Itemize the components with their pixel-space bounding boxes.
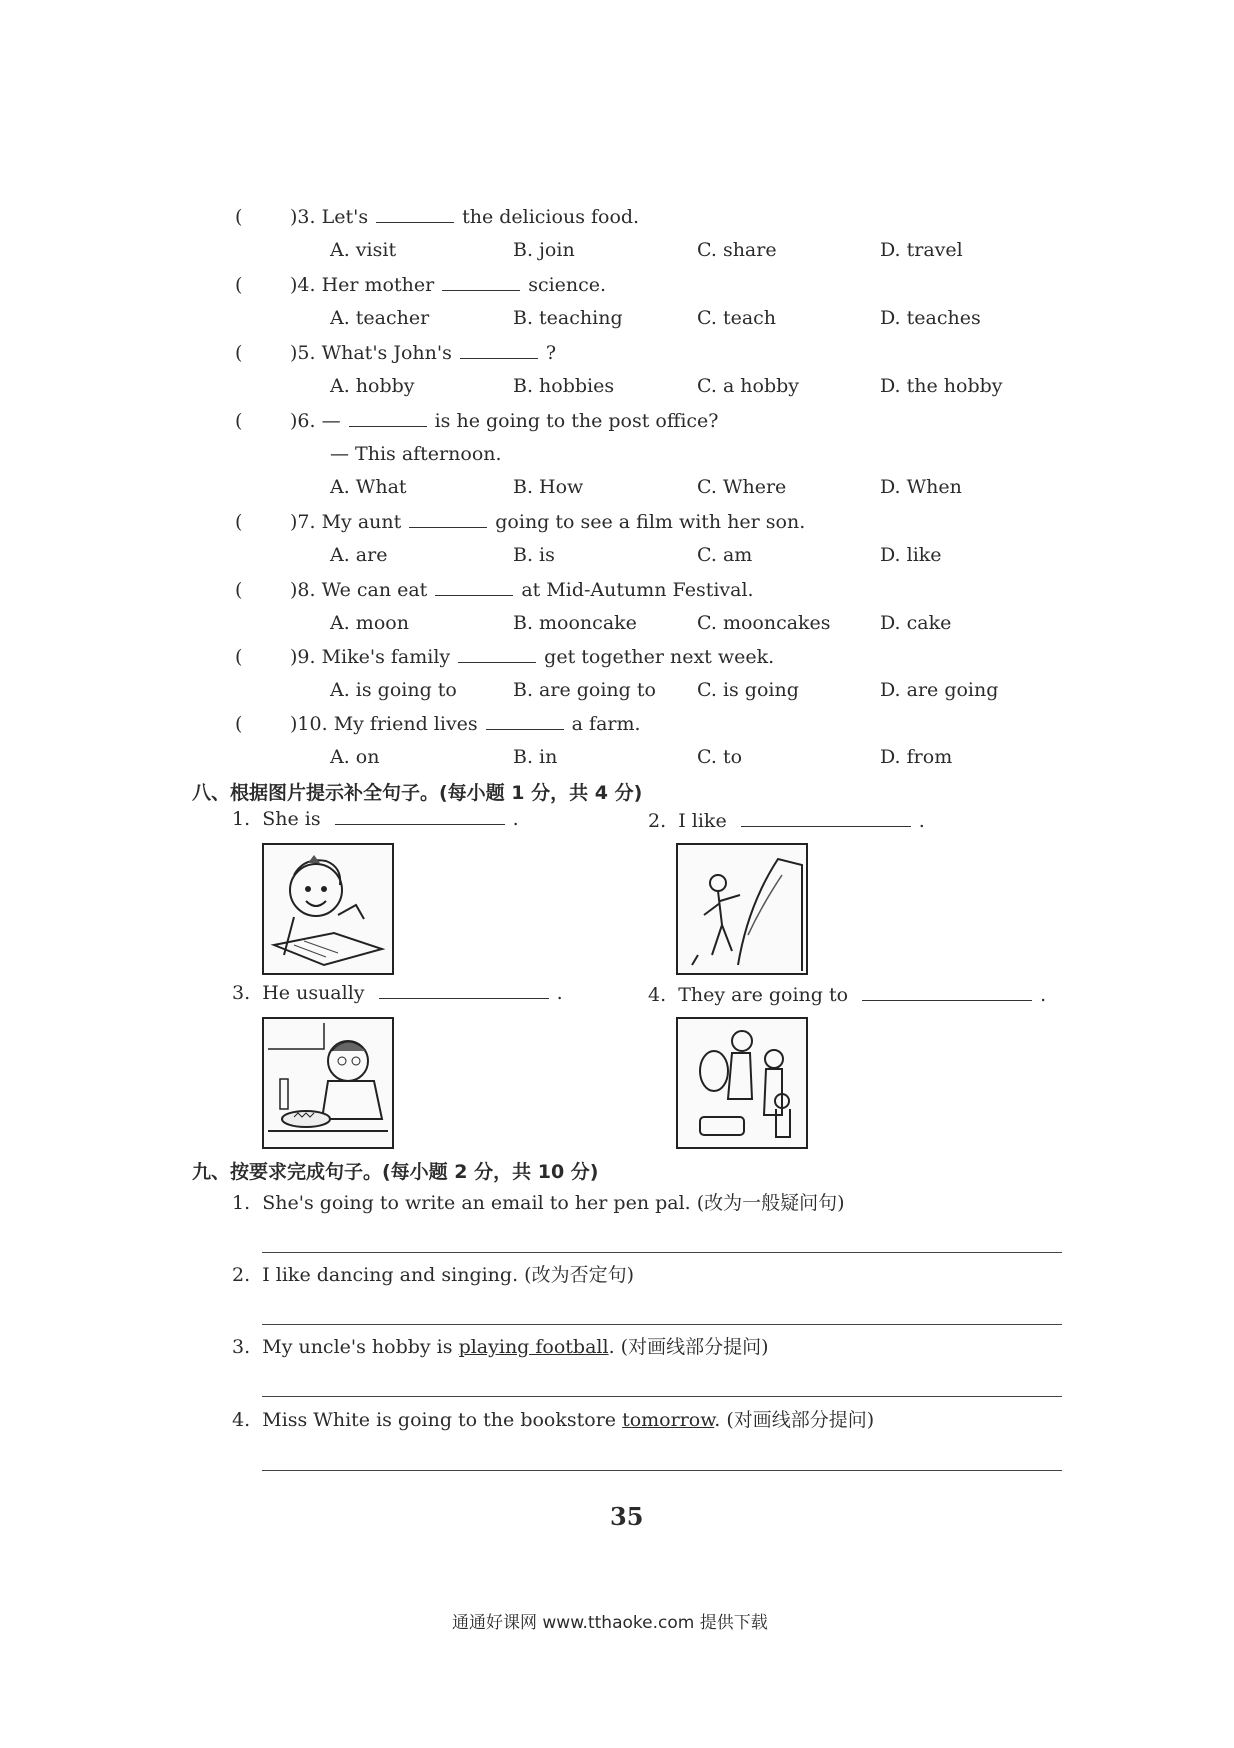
option-c[interactable]: C. is going: [697, 679, 799, 701]
s9-item-1: [232, 1188, 845, 1215]
question-pre: —: [321, 410, 341, 432]
s9-item-num: 1.: [232, 1192, 251, 1214]
option-a[interactable]: A. on: [330, 746, 380, 768]
option-c[interactable]: C. Where: [697, 476, 787, 498]
s9-item-text: I like dancing and singing. (改为否定句): [262, 1264, 634, 1286]
option-c[interactable]: C. to: [697, 746, 743, 768]
question-pre: My aunt: [321, 511, 402, 533]
answer-line-4[interactable]: [262, 1470, 1062, 1471]
question-paren[interactable]: (: [235, 206, 243, 228]
question-paren[interactable]: (: [235, 579, 243, 601]
question-stem: [290, 511, 805, 533]
option-d[interactable]: D. When: [880, 476, 962, 498]
s8-item-3: 3. He usually .: [232, 982, 563, 1004]
s9-item-text: She's going to write an email to her pen pal. (改为一般疑问句): [262, 1192, 845, 1214]
question-stem: [290, 579, 754, 601]
option-d[interactable]: D. cake: [880, 612, 952, 634]
option-c[interactable]: C. share: [697, 239, 777, 261]
answer-blank[interactable]: [741, 825, 911, 827]
option-d[interactable]: D. travel: [880, 239, 963, 261]
girl-studying-picture: [262, 843, 394, 975]
question-pre: Let's: [321, 206, 369, 228]
question-stem: [290, 713, 641, 735]
answer-blank[interactable]: [458, 661, 536, 663]
question-pre: Mike's family: [321, 646, 451, 668]
question-number: )6.: [290, 410, 316, 432]
question-answer-line: — This afternoon.: [330, 443, 502, 465]
answer-line-3[interactable]: [262, 1396, 1062, 1397]
s9-item-after: . (对画线部分提问): [714, 1409, 875, 1431]
question-pre: My friend lives: [333, 713, 478, 735]
question-post: at Mid-Autumn Festival.: [521, 579, 754, 601]
answer-blank[interactable]: [379, 997, 549, 999]
underlined-phrase: playing football: [458, 1336, 609, 1358]
option-c[interactable]: C. a hobby: [697, 375, 800, 397]
section-8-title: 八、根据图片提示补全句子。(每小题 1 分，共 4 分): [192, 782, 643, 804]
question-stem: [290, 646, 774, 668]
s9-item-before: My uncle's hobby is: [262, 1336, 459, 1358]
question-pre: What's John's: [321, 342, 452, 364]
option-d[interactable]: D. like: [880, 544, 942, 566]
question-stem: [290, 206, 639, 228]
family-going-picture: [676, 1017, 808, 1149]
question-post: get together next week.: [544, 646, 775, 668]
question-paren[interactable]: (: [235, 511, 243, 533]
s9-item-num: 2.: [232, 1264, 251, 1286]
question-number: )5.: [290, 342, 316, 364]
option-b[interactable]: B. is: [513, 544, 555, 566]
question-paren[interactable]: (: [235, 410, 243, 432]
question-number: )9.: [290, 646, 316, 668]
answer-line-2[interactable]: [262, 1324, 1062, 1325]
question-post: ?: [545, 342, 557, 364]
s9-item-num: 3.: [232, 1336, 251, 1358]
question-pre: We can eat: [321, 579, 428, 601]
option-b[interactable]: B. How: [513, 476, 584, 498]
answer-blank[interactable]: [460, 357, 538, 359]
option-d[interactable]: D. from: [880, 746, 953, 768]
climbing-picture: [676, 843, 808, 975]
answer-blank[interactable]: [486, 728, 564, 730]
option-b[interactable]: B. mooncake: [513, 612, 637, 634]
s9-item-3: [232, 1332, 768, 1359]
option-b[interactable]: B. teaching: [513, 307, 623, 329]
s8-item-num: 3.: [232, 982, 251, 1004]
s8-item-text: They are going to: [678, 984, 849, 1006]
s8-item-text: She is: [262, 808, 321, 830]
section-9-title: 九、按要求完成句子。(每小题 2 分，共 10 分): [192, 1161, 599, 1183]
option-a[interactable]: A. hobby: [330, 375, 415, 397]
question-paren[interactable]: (: [235, 274, 243, 296]
answer-line-1[interactable]: [262, 1252, 1062, 1253]
answer-blank[interactable]: [409, 526, 487, 528]
question-number: )7.: [290, 511, 316, 533]
option-b[interactable]: B. join: [513, 239, 575, 261]
question-paren[interactable]: (: [235, 713, 243, 735]
answer-blank[interactable]: [435, 594, 513, 596]
option-d[interactable]: D. are going: [880, 679, 999, 701]
question-post: science.: [528, 274, 607, 296]
question-number: )3.: [290, 206, 316, 228]
option-a[interactable]: A. teacher: [330, 307, 430, 329]
option-a[interactable]: A. What: [330, 476, 407, 498]
question-stem: [290, 342, 556, 364]
underlined-phrase: tomorrow: [622, 1409, 715, 1431]
question-post: is he going to the post office?: [434, 410, 719, 432]
s8-item-text: I like: [678, 810, 727, 832]
answer-blank[interactable]: [349, 425, 427, 427]
s8-item-num: 4.: [648, 984, 667, 1006]
s8-item-1: 1. She is .: [232, 808, 519, 830]
question-number: )4.: [290, 274, 316, 296]
answer-blank[interactable]: [335, 823, 505, 825]
answer-blank[interactable]: [442, 289, 520, 291]
s8-item-num: 1.: [232, 808, 251, 830]
s9-item-num: 4.: [232, 1409, 251, 1431]
option-a[interactable]: A. are: [330, 544, 388, 566]
question-post: going to see a film with her son.: [495, 511, 806, 533]
question-paren[interactable]: (: [235, 646, 243, 668]
s9-item-2: [232, 1260, 634, 1287]
footer-text: 通通好课网 www.tthaoke.com 提供下载: [452, 1613, 768, 1633]
option-d[interactable]: D. the hobby: [880, 375, 1003, 397]
s9-item-after: . (对画线部分提问): [608, 1336, 769, 1358]
option-d[interactable]: D. teaches: [880, 307, 981, 329]
s9-item-before: Miss White is going to the bookstore: [262, 1409, 623, 1431]
s9-item-4: [232, 1405, 874, 1432]
option-b[interactable]: B. hobbies: [513, 375, 615, 397]
page-number: 35: [610, 1502, 644, 1531]
s8-item-num: 2.: [648, 810, 667, 832]
answer-blank[interactable]: [376, 221, 454, 223]
s8-item-text: He usually: [262, 982, 365, 1004]
question-post: a farm.: [571, 713, 641, 735]
s8-item-2: 2. I like .: [648, 810, 925, 832]
question-post: the delicious food.: [462, 206, 640, 228]
question-stem: [290, 410, 718, 432]
option-c[interactable]: C. teach: [697, 307, 777, 329]
option-c[interactable]: C. mooncakes: [697, 612, 831, 634]
question-paren[interactable]: (: [235, 342, 243, 364]
s8-item-4: 4. They are going to .: [648, 984, 1047, 1006]
option-b[interactable]: B. are going to: [513, 679, 656, 701]
question-pre: Her mother: [321, 274, 435, 296]
option-b[interactable]: B. in: [513, 746, 558, 768]
question-number: )10.: [290, 713, 328, 735]
question-number: )8.: [290, 579, 316, 601]
option-c[interactable]: C. am: [697, 544, 753, 566]
answer-blank[interactable]: [862, 999, 1032, 1001]
option-a[interactable]: A. is going to: [330, 679, 457, 701]
option-a[interactable]: A. visit: [330, 239, 397, 261]
question-stem: [290, 274, 606, 296]
option-a[interactable]: A. moon: [330, 612, 409, 634]
man-eating-picture: [262, 1017, 394, 1149]
